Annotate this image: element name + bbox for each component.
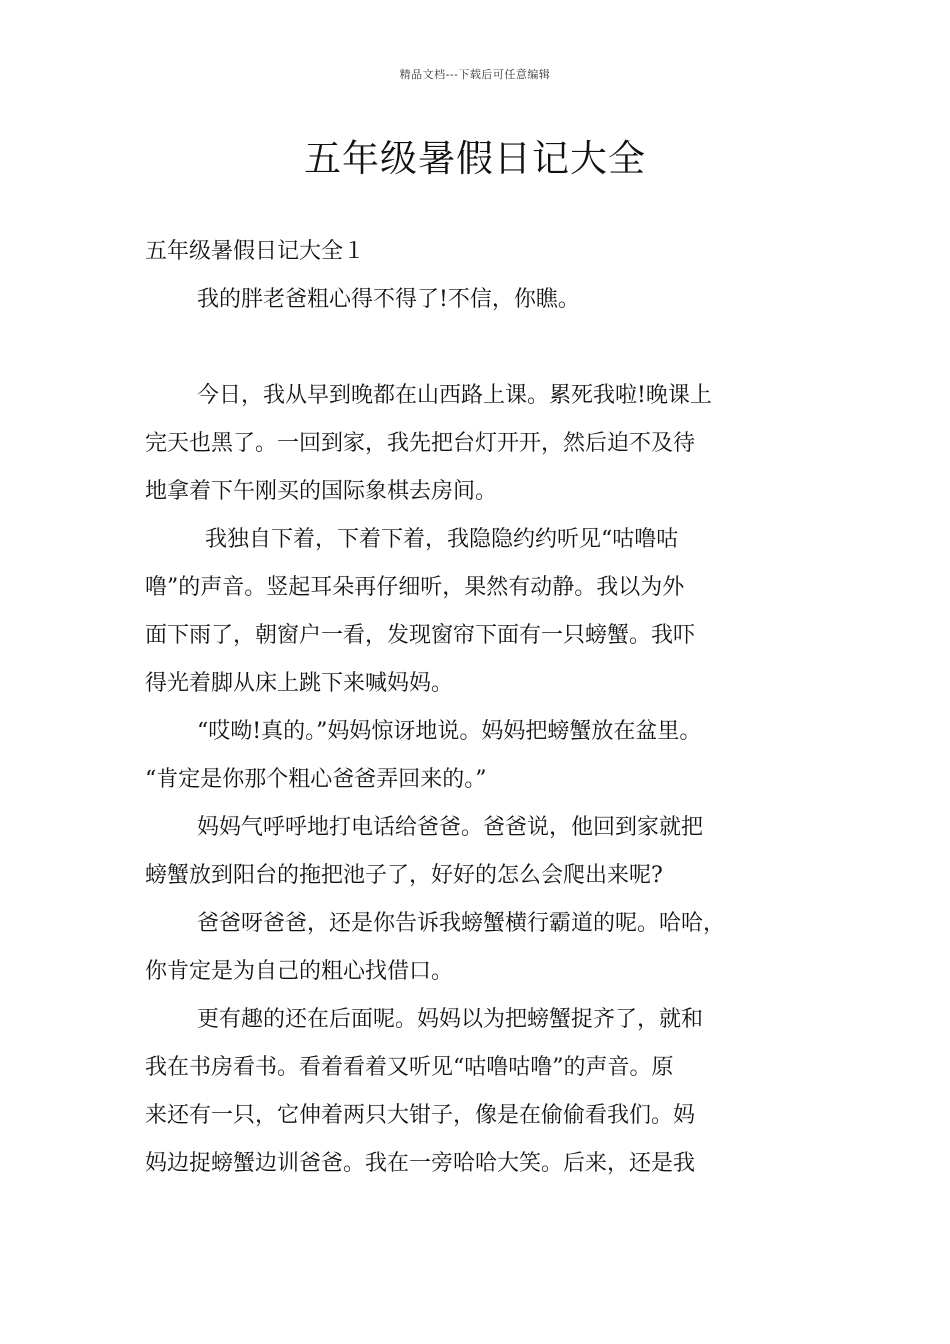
paragraph-line: 面下雨了，朝窗户一看，发现窗帘下面有一只螃蟹。我吓 <box>145 623 696 648</box>
paragraph-line: 妈妈气呼呼地打电话给爸爸。爸爸说，他回到家就把 <box>197 815 704 840</box>
paragraph-line: 来还有一只，它伸着两只大钳子，像是在偷偷看我们。妈 <box>145 1103 696 1128</box>
paragraph-line: “哎呦!真的。”妈妈惊讶地说。妈妈把螃蟹放在盆里。 <box>197 719 702 744</box>
paragraph-line: 地拿着下午刚买的国际象棋去房间。 <box>145 479 498 504</box>
paragraph-line: 我的胖老爸粗心得不得了!不信，你瞧。 <box>197 287 580 312</box>
section-heading: 五年级暑假日记大全１ <box>145 239 366 264</box>
paragraph-line: “肯定是你那个粗心爸爸弄回来的。” <box>145 767 487 792</box>
paragraph-line: 完天也黑了。一回到家，我先把台灯开开，然后迫不及待 <box>145 431 696 456</box>
paragraph-line: 妈边捉螃蟹边训爸爸。我在一旁哈哈大笑。后来，还是我 <box>145 1151 696 1176</box>
paragraph-line: 得光着脚从床上跳下来喊妈妈。 <box>145 671 454 696</box>
paragraph-line: 螃蟹放到阳台的拖把池子了，好好的怎么会爬出来呢? <box>145 863 663 888</box>
document-title: 五年级暑假日记大全 <box>304 137 646 180</box>
paragraph-line: 我独自下着，下着下着，我隐隐约约听见“咕噜咕 <box>205 527 679 552</box>
document-body <box>145 228 835 1188</box>
paragraph-line: 爸爸呀爸爸，还是你告诉我螃蟹横行霸道的呢。哈哈， <box>197 911 726 936</box>
paragraph-line: 噜”的声音。竖起耳朵再仔细听，果然有动静。我以为外 <box>145 575 685 600</box>
header-note: 精品文档---下载后可任意编辑 <box>399 68 551 81</box>
paragraph-line: 我在书房看书。看着看着又听见“咕噜咕噜”的声音。原 <box>145 1055 674 1080</box>
paragraph-gap <box>145 324 835 372</box>
paragraph-line: 今日，我从早到晚都在山西路上课。累死我啦!晚课上 <box>197 383 712 408</box>
paragraph-line: 你肯定是为自己的粗心找借口。 <box>145 959 454 984</box>
paragraph-line: 更有趣的还在后面呢。妈妈以为把螃蟹捉齐了，就和 <box>197 1007 704 1032</box>
